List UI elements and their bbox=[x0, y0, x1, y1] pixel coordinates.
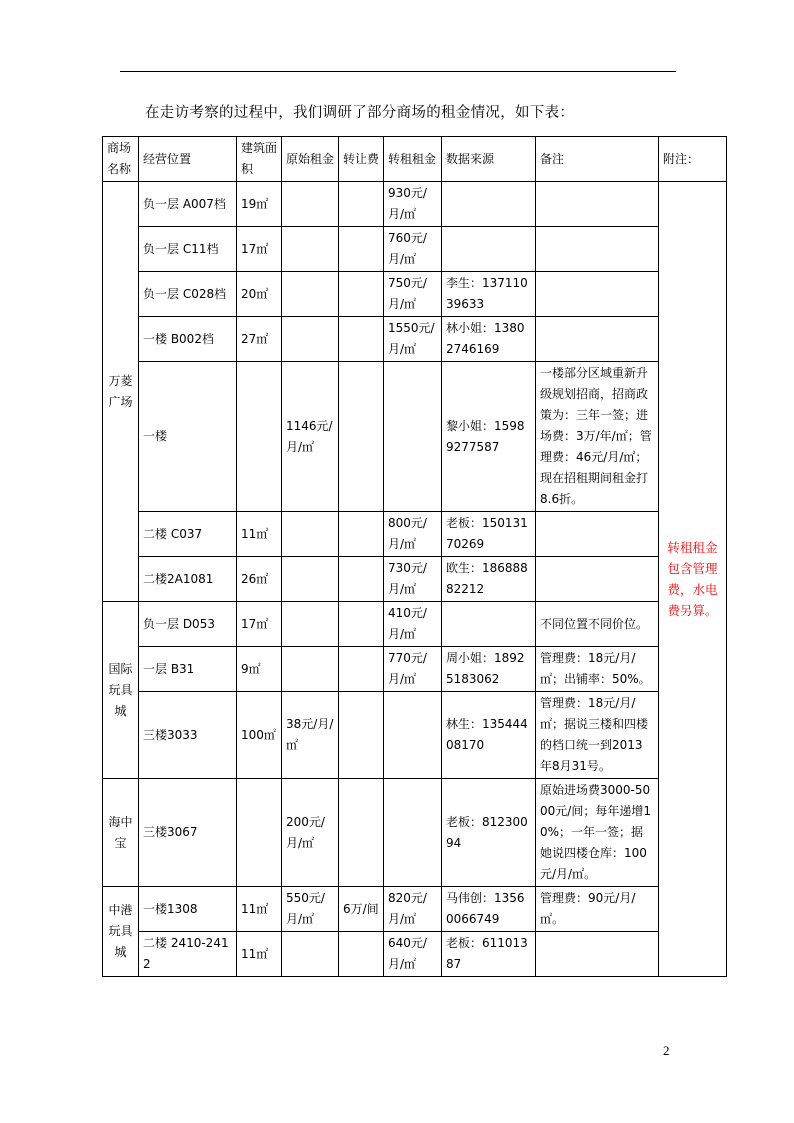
table-row bbox=[103, 362, 727, 512]
transfer-fee-cell bbox=[339, 272, 384, 317]
transfer-fee-cell bbox=[339, 317, 384, 362]
location-cell: 三楼3033 bbox=[139, 692, 237, 779]
original-rent-cell bbox=[282, 317, 339, 362]
original-rent-cell bbox=[282, 557, 339, 602]
sublet-rent-cell: 760元/月/㎡ bbox=[384, 227, 442, 272]
header-transfer-fee: 转让费 bbox=[339, 137, 384, 182]
area-cell: 17㎡ bbox=[237, 602, 282, 647]
location-cell: 二楼 C037 bbox=[139, 512, 237, 557]
location-cell: 负一层 D053 bbox=[139, 602, 237, 647]
header-mall: 商场名称 bbox=[103, 137, 139, 182]
remark-cell bbox=[536, 182, 659, 227]
location-cell: 三楼3067 bbox=[139, 779, 237, 887]
page-number: 2 bbox=[663, 1043, 670, 1058]
source-cell: 老板：15013170269 bbox=[442, 512, 536, 557]
table-row bbox=[103, 512, 727, 557]
area-cell bbox=[237, 779, 282, 887]
mall-cell: 中港玩具城 bbox=[103, 887, 139, 977]
area-cell: 17㎡ bbox=[237, 227, 282, 272]
original-rent-cell bbox=[282, 227, 339, 272]
area-cell: 9㎡ bbox=[237, 647, 282, 692]
table-row bbox=[103, 647, 727, 692]
transfer-fee-cell bbox=[339, 692, 384, 779]
sublet-rent-cell: 770元/月/㎡ bbox=[384, 647, 442, 692]
sublet-rent-cell bbox=[384, 779, 442, 887]
transfer-fee-cell bbox=[339, 362, 384, 512]
transfer-fee-cell bbox=[339, 602, 384, 647]
header-location: 经营位置 bbox=[139, 137, 237, 182]
source-cell: 老板：81230094 bbox=[442, 779, 536, 887]
transfer-fee-cell bbox=[339, 227, 384, 272]
location-cell: 一楼 B002档 bbox=[139, 317, 237, 362]
original-rent-cell bbox=[282, 647, 339, 692]
remark-cell bbox=[536, 512, 659, 557]
header-sublet-rent: 转租租金 bbox=[384, 137, 442, 182]
original-rent-cell bbox=[282, 932, 339, 977]
remark-cell: 原始进场费3000-5000元/间；每年递增10%；一年一签；据她说四楼仓库：100元/月/㎡。 bbox=[536, 779, 659, 887]
location-cell: 负一层 C11档 bbox=[139, 227, 237, 272]
table-row bbox=[103, 602, 727, 647]
area-cell: 100㎡ bbox=[237, 692, 282, 779]
source-cell: 马伟创：13560066749 bbox=[442, 887, 536, 932]
mall-cell: 海中宝 bbox=[103, 779, 139, 887]
sublet-rent-cell: 820元/月/㎡ bbox=[384, 887, 442, 932]
area-cell: 11㎡ bbox=[237, 887, 282, 932]
table-row bbox=[103, 887, 727, 932]
mall-cell: 国际玩具城 bbox=[103, 602, 139, 779]
header-source: 数据来源 bbox=[442, 137, 536, 182]
header-remark: 备注 bbox=[536, 137, 659, 182]
source-cell: 林小姐：13802746169 bbox=[442, 317, 536, 362]
area-cell: 20㎡ bbox=[237, 272, 282, 317]
table-row bbox=[103, 557, 727, 602]
original-rent-cell bbox=[282, 182, 339, 227]
transfer-fee-cell bbox=[339, 557, 384, 602]
original-rent-cell: 200元/月/㎡ bbox=[282, 779, 339, 887]
remark-cell: 管理费：18元/月/㎡；据说三楼和四楼的档口统一到2013年8月31号。 bbox=[536, 692, 659, 779]
sublet-rent-cell: 750元/月/㎡ bbox=[384, 272, 442, 317]
table-header-row bbox=[103, 137, 727, 182]
sublet-rent-cell bbox=[384, 362, 442, 512]
area-cell: 26㎡ bbox=[237, 557, 282, 602]
source-cell: 黎小姐：15989277587 bbox=[442, 362, 536, 512]
area-cell: 19㎡ bbox=[237, 182, 282, 227]
remark-cell bbox=[536, 227, 659, 272]
remark-cell bbox=[536, 272, 659, 317]
remark-cell: 管理费：90元/月/㎡。 bbox=[536, 887, 659, 932]
sublet-rent-cell: 640元/月/㎡ bbox=[384, 932, 442, 977]
remark-cell: 管理费：18元/月/㎡；出铺率：50%。 bbox=[536, 647, 659, 692]
location-cell: 负一层 C028档 bbox=[139, 272, 237, 317]
table-row bbox=[103, 932, 727, 977]
table-row bbox=[103, 227, 727, 272]
transfer-fee-cell bbox=[339, 647, 384, 692]
table-row bbox=[103, 272, 727, 317]
remark-cell bbox=[536, 557, 659, 602]
area-cell bbox=[237, 362, 282, 512]
original-rent-cell bbox=[282, 272, 339, 317]
table-row bbox=[103, 182, 727, 227]
sublet-rent-cell: 800元/月/㎡ bbox=[384, 512, 442, 557]
original-rent-cell: 38元/月/㎡ bbox=[282, 692, 339, 779]
source-cell: 欧生：18688882212 bbox=[442, 557, 536, 602]
location-cell: 一楼1308 bbox=[139, 887, 237, 932]
transfer-fee-cell bbox=[339, 779, 384, 887]
source-cell: 老板：61101387 bbox=[442, 932, 536, 977]
source-cell: 林生：13544408170 bbox=[442, 692, 536, 779]
sublet-rent-cell bbox=[384, 692, 442, 779]
location-cell: 一层 B31 bbox=[139, 647, 237, 692]
sublet-rent-cell: 1550元/月/㎡ bbox=[384, 317, 442, 362]
remark-cell: 不同位置不同价位。 bbox=[536, 602, 659, 647]
table-row bbox=[103, 779, 727, 887]
header-rule bbox=[120, 71, 676, 72]
location-cell: 负一层 A007档 bbox=[139, 182, 237, 227]
location-cell: 一楼 bbox=[139, 362, 237, 512]
source-cell bbox=[442, 227, 536, 272]
intro-text: 在走访考察的过程中，我们调研了部分商场的租金情况，如下表： bbox=[145, 105, 575, 121]
sublet-rent-cell: 730元/月/㎡ bbox=[384, 557, 442, 602]
transfer-fee-cell bbox=[339, 182, 384, 227]
source-cell bbox=[442, 602, 536, 647]
original-rent-cell bbox=[282, 602, 339, 647]
table-row bbox=[103, 317, 727, 362]
location-cell: 二楼2A1081 bbox=[139, 557, 237, 602]
mall-cell: 万菱广场 bbox=[103, 182, 139, 602]
location-cell: 二楼 2410-2412 bbox=[139, 932, 237, 977]
rent-table bbox=[102, 136, 727, 977]
source-cell: 周小姐：18925183062 bbox=[442, 647, 536, 692]
header-area: 建筑面积 bbox=[237, 137, 282, 182]
source-cell bbox=[442, 182, 536, 227]
remark-cell: 一楼部分区域重新升级规划招商，招商政策为：三年一签；进场费：3万/年/㎡；管理费：46元/月/㎡；现在招租期间租金打8.6折。 bbox=[536, 362, 659, 512]
sublet-rent-cell: 410元/月/㎡ bbox=[384, 602, 442, 647]
remark-cell bbox=[536, 317, 659, 362]
original-rent-cell: 1146元/月/㎡ bbox=[282, 362, 339, 512]
transfer-fee-cell bbox=[339, 932, 384, 977]
area-cell: 11㎡ bbox=[237, 932, 282, 977]
appendix-note: 转租租金包含管理费，水电费另算。 bbox=[659, 182, 727, 977]
area-cell: 11㎡ bbox=[237, 512, 282, 557]
transfer-fee-cell bbox=[339, 512, 384, 557]
header-appendix: 附注： bbox=[659, 137, 727, 182]
area-cell: 27㎡ bbox=[237, 317, 282, 362]
original-rent-cell: 550元/月/㎡ bbox=[282, 887, 339, 932]
transfer-fee-cell: 6万/间 bbox=[339, 887, 384, 932]
source-cell: 李生：13711039633 bbox=[442, 272, 536, 317]
sublet-rent-cell: 930元/月/㎡ bbox=[384, 182, 442, 227]
table-row bbox=[103, 692, 727, 779]
remark-cell bbox=[536, 932, 659, 977]
header-original-rent: 原始租金 bbox=[282, 137, 339, 182]
original-rent-cell bbox=[282, 512, 339, 557]
